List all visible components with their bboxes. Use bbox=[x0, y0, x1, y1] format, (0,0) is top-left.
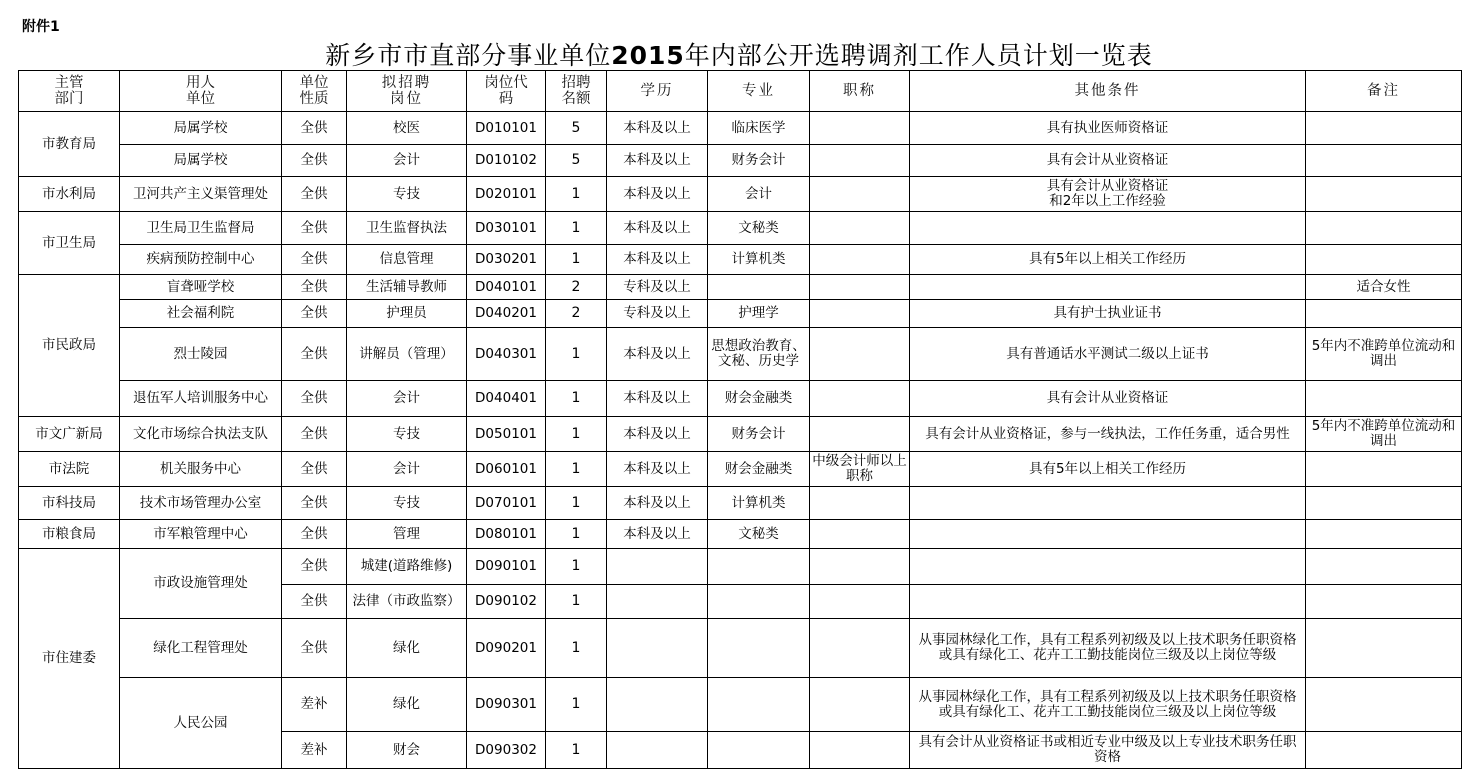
table-row bbox=[19, 212, 1462, 245]
nature-cell: 全供 bbox=[282, 381, 347, 417]
header-nature: 单位 性质 bbox=[282, 71, 347, 112]
nature-cell: 全供 bbox=[282, 520, 347, 549]
table-row bbox=[19, 417, 1462, 452]
nature-cell: 全供 bbox=[282, 177, 347, 212]
post-cell: 会计 bbox=[347, 145, 467, 177]
major-cell: 计算机类 bbox=[708, 245, 810, 275]
dept-cell: 市法院 bbox=[19, 452, 120, 487]
dept-cell: 市水利局 bbox=[19, 177, 120, 212]
unit-cell: 局属学校 bbox=[120, 112, 282, 145]
header-major: 专业 bbox=[708, 71, 810, 112]
other-cell: 从事园林绿化工作，具有工程系列初级及以上技术职务任职资格或具有绿化工、花卉工工勤技能岗位三级及以上岗位等级 bbox=[910, 678, 1306, 732]
nature-cell: 全供 bbox=[282, 275, 347, 300]
other-cell: 具有会计从业资格证书或相近专业中级及以上专业技术职务任职资格 bbox=[910, 732, 1306, 769]
remark-cell bbox=[1306, 212, 1462, 245]
title-cell bbox=[810, 487, 910, 520]
post-cell: 专技 bbox=[347, 417, 467, 452]
dept-cell: 市文广新局 bbox=[19, 417, 120, 452]
code-cell: D030101 bbox=[467, 212, 546, 245]
nature-cell: 差补 bbox=[282, 732, 347, 769]
remark-cell: 适合女性 bbox=[1306, 275, 1462, 300]
post-cell: 生活辅导教师 bbox=[347, 275, 467, 300]
code-cell: D020101 bbox=[467, 177, 546, 212]
dept-cell: 市住建委 bbox=[19, 549, 120, 769]
attachment-label: 附件1 bbox=[22, 19, 60, 35]
major-cell bbox=[708, 619, 810, 678]
header-other: 其他条件 bbox=[910, 71, 1306, 112]
title-cell bbox=[810, 549, 910, 585]
remark-cell bbox=[1306, 452, 1462, 487]
title-cell bbox=[810, 212, 910, 245]
table-row bbox=[19, 487, 1462, 520]
other-cell bbox=[910, 212, 1306, 245]
code-cell: D010102 bbox=[467, 145, 546, 177]
other-cell: 具有会计从业资格证 bbox=[910, 381, 1306, 417]
edu-cell bbox=[607, 678, 708, 732]
page-title bbox=[0, 36, 1478, 72]
code-cell: D080101 bbox=[467, 520, 546, 549]
code-cell: D040401 bbox=[467, 381, 546, 417]
edu-cell: 本科及以上 bbox=[607, 417, 708, 452]
major-cell: 文秘类 bbox=[708, 212, 810, 245]
post-cell: 护理员 bbox=[347, 300, 467, 328]
post-cell: 城建(道路维修) bbox=[347, 549, 467, 585]
nature-cell: 全供 bbox=[282, 452, 347, 487]
remark-cell bbox=[1306, 619, 1462, 678]
title-cell bbox=[810, 245, 910, 275]
edu-cell bbox=[607, 619, 708, 678]
unit-cell: 盲聋哑学校 bbox=[120, 275, 282, 300]
post-cell: 专技 bbox=[347, 487, 467, 520]
header-count: 招聘 名额 bbox=[546, 71, 607, 112]
count-cell: 1 bbox=[546, 212, 607, 245]
post-cell: 绿化 bbox=[347, 678, 467, 732]
table-row bbox=[19, 619, 1462, 678]
edu-cell bbox=[607, 549, 708, 585]
other-cell: 从事园林绿化工作，具有工程系列初级及以上技术职务任职资格或具有绿化工、花卉工工勤技能岗位三级及以上岗位等级 bbox=[910, 619, 1306, 678]
major-cell bbox=[708, 275, 810, 300]
header-unit: 用人 单位 bbox=[120, 71, 282, 112]
header-code: 岗位代 码 bbox=[467, 71, 546, 112]
unit-cell: 市军粮管理中心 bbox=[120, 520, 282, 549]
count-cell: 1 bbox=[546, 520, 607, 549]
remark-cell bbox=[1306, 487, 1462, 520]
count-cell: 5 bbox=[546, 145, 607, 177]
edu-cell: 本科及以上 bbox=[607, 145, 708, 177]
remark-cell bbox=[1306, 245, 1462, 275]
post-cell: 会计 bbox=[347, 452, 467, 487]
major-cell: 文秘类 bbox=[708, 520, 810, 549]
other-cell: 具有5年以上相关工作经历 bbox=[910, 245, 1306, 275]
count-cell: 1 bbox=[546, 585, 607, 619]
dept-cell: 市科技局 bbox=[19, 487, 120, 520]
title-cell bbox=[810, 275, 910, 300]
unit-cell: 社会福利院 bbox=[120, 300, 282, 328]
table-row bbox=[19, 245, 1462, 275]
remark-cell bbox=[1306, 300, 1462, 328]
table-row bbox=[19, 275, 1462, 300]
edu-cell: 本科及以上 bbox=[607, 177, 708, 212]
table-row bbox=[19, 177, 1462, 212]
post-cell: 校医 bbox=[347, 112, 467, 145]
unit-cell: 卫生局卫生监督局 bbox=[120, 212, 282, 245]
count-cell: 1 bbox=[546, 619, 607, 678]
unit-cell: 局属学校 bbox=[120, 145, 282, 177]
title-cell bbox=[810, 300, 910, 328]
nature-cell: 全供 bbox=[282, 417, 347, 452]
nature-cell: 全供 bbox=[282, 619, 347, 678]
header-title: 职称 bbox=[810, 71, 910, 112]
title-year: 2015 bbox=[611, 41, 685, 70]
unit-cell: 机关服务中心 bbox=[120, 452, 282, 487]
edu-cell bbox=[607, 732, 708, 769]
other-cell: 具有会计从业资格证 bbox=[910, 145, 1306, 177]
edu-cell bbox=[607, 585, 708, 619]
unit-cell: 退伍军人培训服务中心 bbox=[120, 381, 282, 417]
post-cell: 卫生监督执法 bbox=[347, 212, 467, 245]
unit-cell: 卫河共产主义渠管理处 bbox=[120, 177, 282, 212]
major-cell bbox=[708, 585, 810, 619]
major-cell bbox=[708, 549, 810, 585]
remark-cell bbox=[1306, 381, 1462, 417]
edu-cell: 本科及以上 bbox=[607, 212, 708, 245]
other-cell bbox=[910, 585, 1306, 619]
other-cell: 具有普通话水平测试二级以上证书 bbox=[910, 328, 1306, 381]
header-edu: 学历 bbox=[607, 71, 708, 112]
title-cell bbox=[810, 177, 910, 212]
count-cell: 1 bbox=[546, 417, 607, 452]
remark-cell bbox=[1306, 145, 1462, 177]
nature-cell: 全供 bbox=[282, 328, 347, 381]
remark-cell bbox=[1306, 520, 1462, 549]
nature-cell: 全供 bbox=[282, 487, 347, 520]
edu-cell: 本科及以上 bbox=[607, 112, 708, 145]
count-cell: 1 bbox=[546, 245, 607, 275]
remark-cell: 5年内不准跨单位流动和调出 bbox=[1306, 328, 1462, 381]
table-row bbox=[19, 112, 1462, 145]
other-cell: 具有会计从业资格证 和2年以上工作经验 bbox=[910, 177, 1306, 212]
table-row bbox=[19, 549, 1462, 585]
title-cell bbox=[810, 732, 910, 769]
code-cell: D090201 bbox=[467, 619, 546, 678]
dept-cell: 市粮食局 bbox=[19, 520, 120, 549]
code-cell: D090102 bbox=[467, 585, 546, 619]
nature-cell: 全供 bbox=[282, 212, 347, 245]
code-cell: D040301 bbox=[467, 328, 546, 381]
remark-cell bbox=[1306, 549, 1462, 585]
code-cell: D040101 bbox=[467, 275, 546, 300]
edu-cell: 本科及以上 bbox=[607, 452, 708, 487]
code-cell: D030201 bbox=[467, 245, 546, 275]
dept-cell: 市卫生局 bbox=[19, 212, 120, 275]
title-part1: 新乡市市直部分事业单位 bbox=[325, 41, 612, 70]
nature-cell: 全供 bbox=[282, 300, 347, 328]
code-cell: D070101 bbox=[467, 487, 546, 520]
post-cell: 讲解员（管理） bbox=[347, 328, 467, 381]
table-row bbox=[19, 381, 1462, 417]
count-cell: 1 bbox=[546, 328, 607, 381]
code-cell: D090301 bbox=[467, 678, 546, 732]
table-header-row bbox=[19, 71, 1462, 112]
unit-cell: 绿化工程管理处 bbox=[120, 619, 282, 678]
title-cell bbox=[810, 328, 910, 381]
table-row bbox=[19, 452, 1462, 487]
post-cell: 信息管理 bbox=[347, 245, 467, 275]
title-cell bbox=[810, 520, 910, 549]
title-cell bbox=[810, 112, 910, 145]
table-row bbox=[19, 300, 1462, 328]
other-cell: 具有护士执业证书 bbox=[910, 300, 1306, 328]
count-cell: 5 bbox=[546, 112, 607, 145]
count-cell: 2 bbox=[546, 275, 607, 300]
other-cell: 具有会计从业资格证，参与一线执法，工作任务重，适合男性 bbox=[910, 417, 1306, 452]
nature-cell: 全供 bbox=[282, 549, 347, 585]
count-cell: 2 bbox=[546, 300, 607, 328]
code-cell: D090101 bbox=[467, 549, 546, 585]
edu-cell: 专科及以上 bbox=[607, 300, 708, 328]
post-cell: 会计 bbox=[347, 381, 467, 417]
count-cell: 1 bbox=[546, 549, 607, 585]
major-cell: 财会金融类 bbox=[708, 381, 810, 417]
edu-cell: 本科及以上 bbox=[607, 328, 708, 381]
dept-cell: 市教育局 bbox=[19, 112, 120, 177]
title-cell bbox=[810, 585, 910, 619]
major-cell: 会计 bbox=[708, 177, 810, 212]
major-cell: 财务会计 bbox=[708, 145, 810, 177]
major-cell bbox=[708, 678, 810, 732]
major-cell: 临床医学 bbox=[708, 112, 810, 145]
nature-cell: 全供 bbox=[282, 245, 347, 275]
edu-cell: 本科及以上 bbox=[607, 381, 708, 417]
recruitment-plan-table bbox=[18, 70, 1462, 769]
header-remark: 备注 bbox=[1306, 71, 1462, 112]
nature-cell: 全供 bbox=[282, 145, 347, 177]
code-cell: D040201 bbox=[467, 300, 546, 328]
count-cell: 1 bbox=[546, 381, 607, 417]
title-cell bbox=[810, 381, 910, 417]
major-cell: 护理学 bbox=[708, 300, 810, 328]
edu-cell: 本科及以上 bbox=[607, 487, 708, 520]
title-cell bbox=[810, 145, 910, 177]
title-cell: 中级会计师以上职称 bbox=[810, 452, 910, 487]
nature-cell: 全供 bbox=[282, 585, 347, 619]
remark-cell bbox=[1306, 678, 1462, 732]
unit-cell: 市政设施管理处 bbox=[120, 549, 282, 619]
edu-cell: 本科及以上 bbox=[607, 245, 708, 275]
count-cell: 1 bbox=[546, 678, 607, 732]
unit-cell: 烈士陵园 bbox=[120, 328, 282, 381]
other-cell bbox=[910, 520, 1306, 549]
unit-cell: 技术市场管理办公室 bbox=[120, 487, 282, 520]
code-cell: D060101 bbox=[467, 452, 546, 487]
post-cell: 专技 bbox=[347, 177, 467, 212]
remark-cell bbox=[1306, 177, 1462, 212]
other-cell bbox=[910, 487, 1306, 520]
header-post: 拟招聘 岗位 bbox=[347, 71, 467, 112]
major-cell: 财会金融类 bbox=[708, 452, 810, 487]
header-dept: 主管 部门 bbox=[19, 71, 120, 112]
major-cell: 计算机类 bbox=[708, 487, 810, 520]
edu-cell: 专科及以上 bbox=[607, 275, 708, 300]
post-cell: 绿化 bbox=[347, 619, 467, 678]
title-cell bbox=[810, 417, 910, 452]
remark-cell bbox=[1306, 732, 1462, 769]
dept-cell: 市民政局 bbox=[19, 275, 120, 417]
other-cell bbox=[910, 275, 1306, 300]
remark-cell bbox=[1306, 112, 1462, 145]
code-cell: D090302 bbox=[467, 732, 546, 769]
nature-cell: 全供 bbox=[282, 112, 347, 145]
count-cell: 1 bbox=[546, 487, 607, 520]
other-cell: 具有执业医师资格证 bbox=[910, 112, 1306, 145]
major-cell: 思想政治教育、文秘、历史学 bbox=[708, 328, 810, 381]
edu-cell: 本科及以上 bbox=[607, 520, 708, 549]
post-cell: 财会 bbox=[347, 732, 467, 769]
code-cell: D050101 bbox=[467, 417, 546, 452]
table-row bbox=[19, 328, 1462, 381]
other-cell: 具有5年以上相关工作经历 bbox=[910, 452, 1306, 487]
remark-cell bbox=[1306, 585, 1462, 619]
major-cell: 财务会计 bbox=[708, 417, 810, 452]
count-cell: 1 bbox=[546, 732, 607, 769]
title-part2: 年内部公开选聘调剂工作人员计划一览表 bbox=[684, 41, 1153, 70]
post-cell: 管理 bbox=[347, 520, 467, 549]
major-cell bbox=[708, 732, 810, 769]
unit-cell: 疾病预防控制中心 bbox=[120, 245, 282, 275]
title-cell bbox=[810, 619, 910, 678]
code-cell: D010101 bbox=[467, 112, 546, 145]
table-row bbox=[19, 145, 1462, 177]
post-cell: 法律（市政监察） bbox=[347, 585, 467, 619]
count-cell: 1 bbox=[546, 452, 607, 487]
title-cell bbox=[810, 678, 910, 732]
remark-cell: 5年内不准跨单位流动和调出 bbox=[1306, 417, 1462, 452]
nature-cell: 差补 bbox=[282, 678, 347, 732]
unit-cell: 人民公园 bbox=[120, 678, 282, 769]
table-row bbox=[19, 678, 1462, 732]
table-row bbox=[19, 520, 1462, 549]
other-cell bbox=[910, 549, 1306, 585]
count-cell: 1 bbox=[546, 177, 607, 212]
unit-cell: 文化市场综合执法支队 bbox=[120, 417, 282, 452]
